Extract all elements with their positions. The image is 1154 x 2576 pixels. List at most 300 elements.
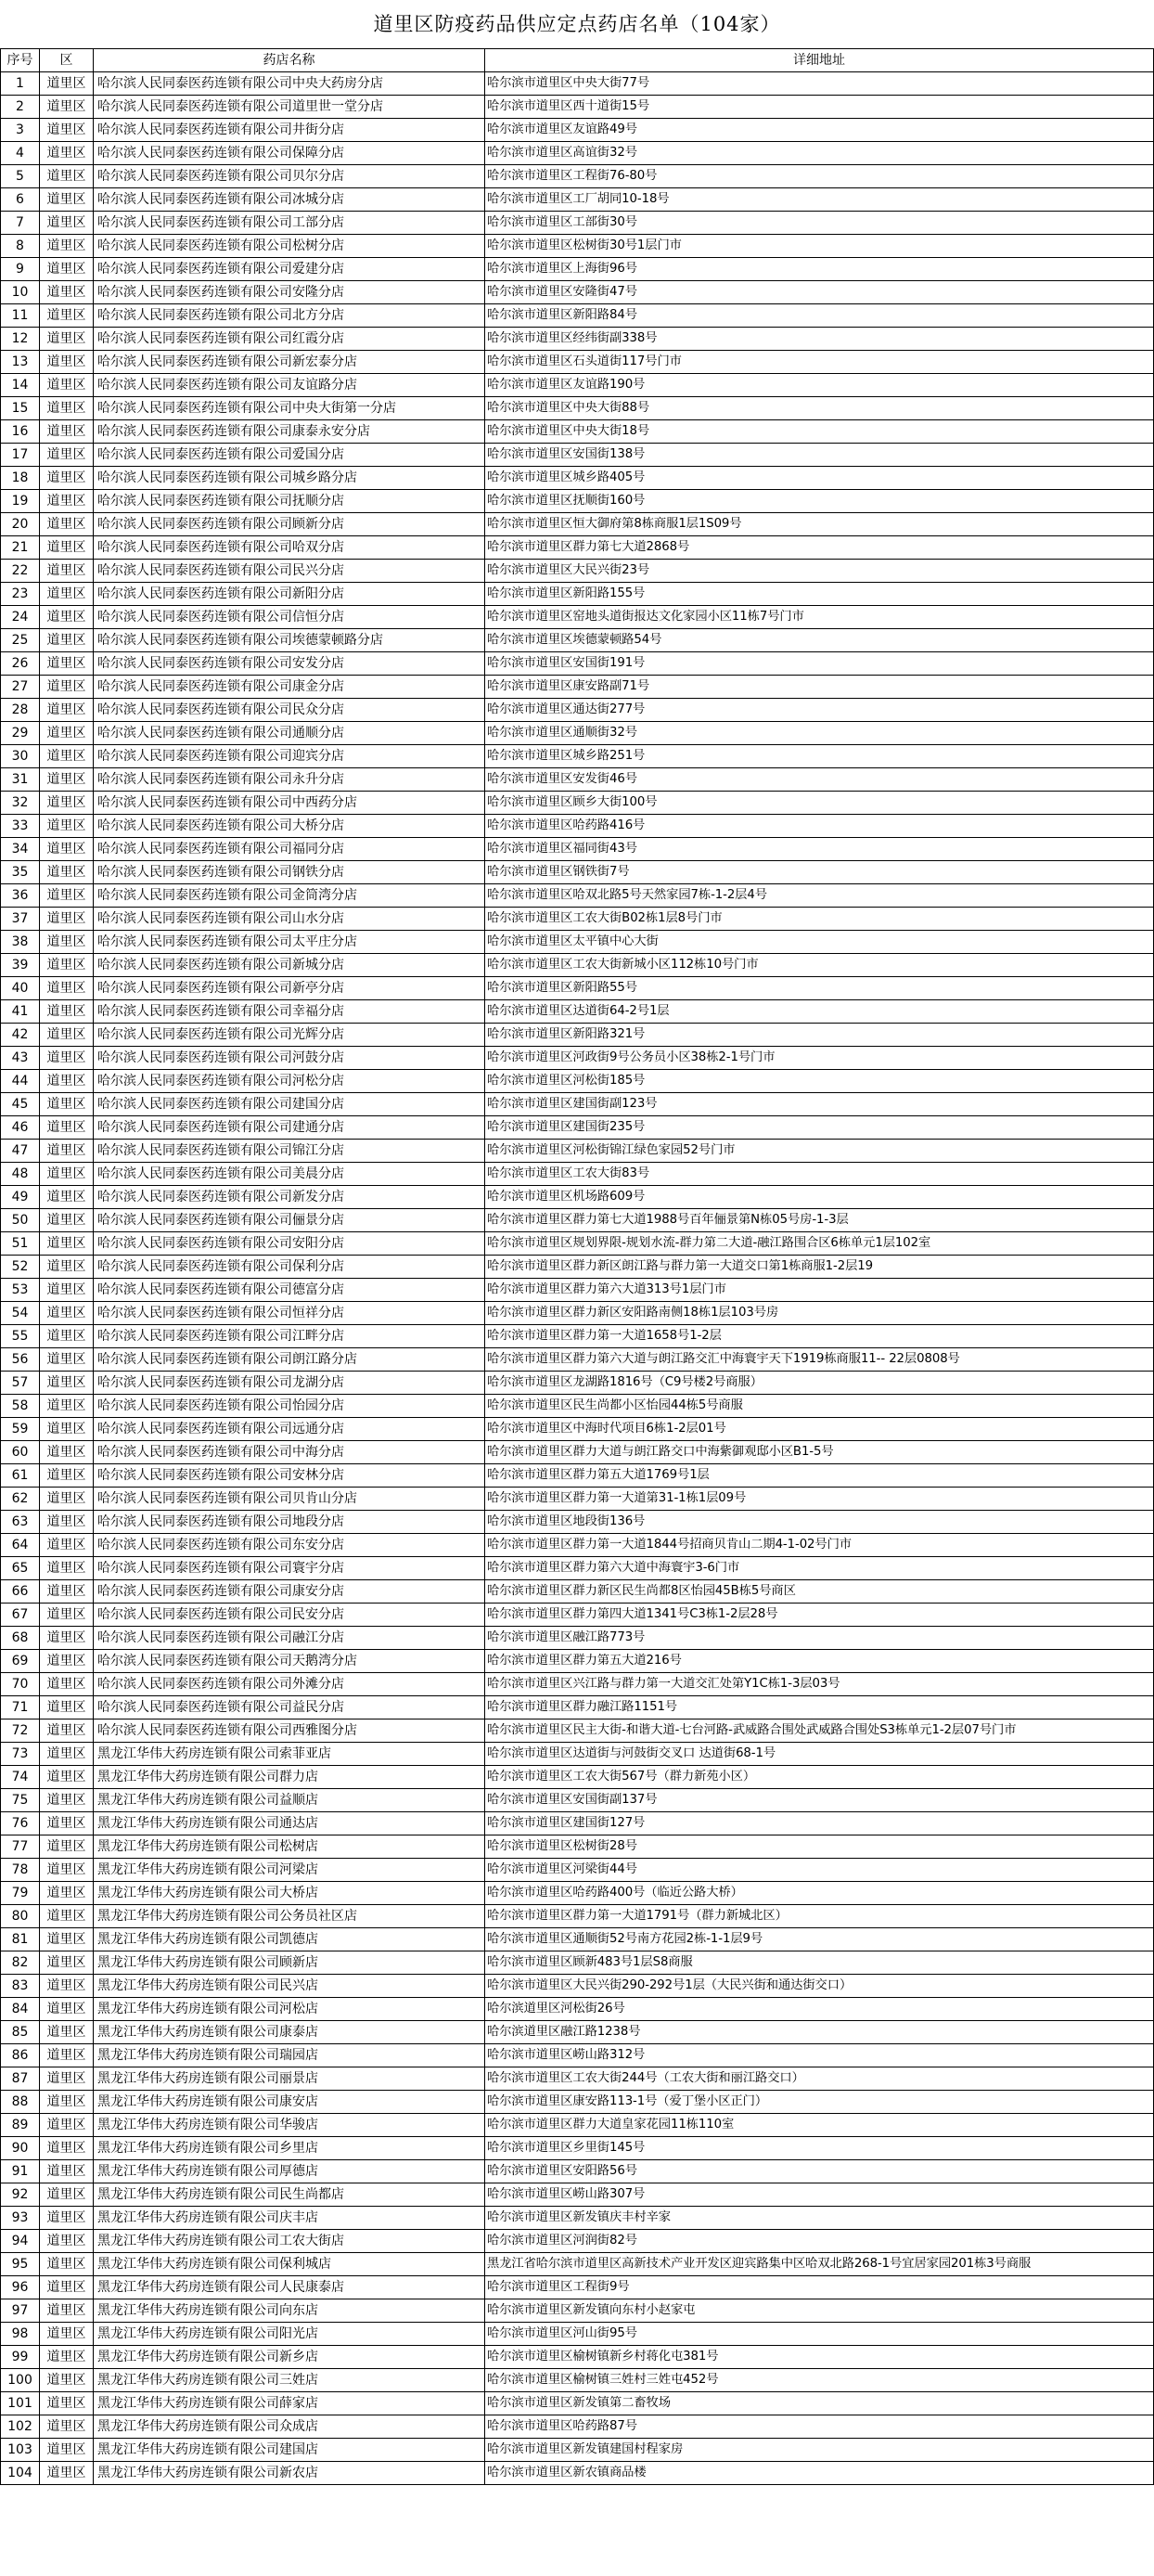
cell-address: 哈尔滨市道里区建国街235号 [485, 1116, 1154, 1140]
cell-no: 52 [1, 1256, 40, 1279]
cell-name: 黑龙江华伟大药房连锁有限公司丽景店 [94, 2067, 485, 2091]
cell-district: 道里区 [40, 908, 94, 931]
table-row [1, 1070, 1154, 1093]
cell-address: 哈尔滨市道里区工厂胡同10-18号 [485, 188, 1154, 212]
cell-address: 哈尔滨市道里区龙湖路1816号（C9号楼2号商服） [485, 1372, 1154, 1395]
cell-district: 道里区 [40, 1696, 94, 1719]
table-row [1, 1928, 1154, 1951]
table-row [1, 536, 1154, 560]
table-row [1, 490, 1154, 513]
cell-name: 哈尔滨人民同泰医药连锁有限公司康泰永安分店 [94, 420, 485, 444]
cell-district: 道里区 [40, 1534, 94, 1557]
cell-name: 哈尔滨人民同泰医药连锁有限公司康金分店 [94, 676, 485, 699]
cell-name: 哈尔滨人民同泰医药连锁有限公司恒祥分店 [94, 1302, 485, 1325]
cell-address: 哈尔滨市道里区民主大街-和谐大道-七台河路-武威路合围处武威路合围处S3栋单元1-2层07号门市 [485, 1719, 1154, 1743]
cell-name: 哈尔滨人民同泰医药连锁有限公司安隆分店 [94, 281, 485, 304]
cell-district: 道里区 [40, 304, 94, 328]
pharmacy-table [0, 48, 1154, 2485]
cell-no: 42 [1, 1024, 40, 1047]
cell-district: 道里区 [40, 1163, 94, 1186]
header-name: 药店名称 [94, 49, 485, 72]
table-row [1, 188, 1154, 212]
cell-no: 91 [1, 2160, 40, 2183]
cell-address: 哈尔滨市道里区群力第七大道1988号百年俪景第N栋05号房-1-3层 [485, 1209, 1154, 1232]
cell-address: 哈尔滨市道里区群力第五大道1769号1层 [485, 1464, 1154, 1488]
table-row [1, 1975, 1154, 1998]
table-row [1, 1302, 1154, 1325]
cell-address: 哈尔滨市道里区机场路609号 [485, 1186, 1154, 1209]
table-row [1, 2276, 1154, 2299]
cell-address: 哈尔滨市道里区河松街锦江绿色家园52号门市 [485, 1140, 1154, 1163]
cell-district: 道里区 [40, 1140, 94, 1163]
table-row [1, 96, 1154, 119]
table-row [1, 1325, 1154, 1348]
cell-no: 104 [1, 2462, 40, 2485]
cell-address: 哈尔滨市道里区安发街46号 [485, 768, 1154, 792]
cell-name: 黑龙江华伟大药房连锁有限公司康泰店 [94, 2021, 485, 2044]
table-row [1, 2462, 1154, 2485]
cell-no: 25 [1, 629, 40, 652]
cell-name: 哈尔滨人民同泰医药连锁有限公司安林分店 [94, 1464, 485, 1488]
cell-no: 70 [1, 1673, 40, 1696]
cell-name: 哈尔滨人民同泰医药连锁有限公司红霞分店 [94, 328, 485, 351]
cell-address: 哈尔滨市道里区群力第六大道与朗江路交汇中海寰宇天下1919栋商服11-- 22层0808号 [485, 1348, 1154, 1372]
cell-address: 哈尔滨市道里区康安路副71号 [485, 676, 1154, 699]
table-row [1, 652, 1154, 676]
cell-name: 哈尔滨人民同泰医药连锁有限公司爱建分店 [94, 258, 485, 281]
cell-no: 1 [1, 72, 40, 96]
cell-address: 哈尔滨市道里区通顺街32号 [485, 722, 1154, 745]
cell-name: 黑龙江华伟大药房连锁有限公司群力店 [94, 1766, 485, 1789]
cell-address: 哈尔滨市道里区石头道街117号门市 [485, 351, 1154, 374]
cell-name: 哈尔滨人民同泰医药连锁有限公司德富分店 [94, 1279, 485, 1302]
table-row [1, 2415, 1154, 2439]
cell-name: 哈尔滨人民同泰医药连锁有限公司友谊路分店 [94, 374, 485, 397]
cell-name: 黑龙江华伟大药房连锁有限公司工农大街店 [94, 2230, 485, 2253]
cell-name: 黑龙江华伟大药房连锁有限公司建国店 [94, 2439, 485, 2462]
cell-name: 黑龙江华伟大药房连锁有限公司庆丰店 [94, 2207, 485, 2230]
cell-district: 道里区 [40, 1859, 94, 1882]
cell-district: 道里区 [40, 1928, 94, 1951]
cell-district: 道里区 [40, 2183, 94, 2207]
cell-name: 哈尔滨人民同泰医药连锁有限公司民兴分店 [94, 560, 485, 583]
cell-address: 哈尔滨市道里区中海时代项目6栋1-2层01号 [485, 1418, 1154, 1441]
table-row [1, 304, 1154, 328]
cell-district: 道里区 [40, 2091, 94, 2114]
cell-name: 黑龙江华伟大药房连锁有限公司民生尚都店 [94, 2183, 485, 2207]
cell-district: 道里区 [40, 629, 94, 652]
cell-district: 道里区 [40, 2207, 94, 2230]
cell-address: 哈尔滨市道里区太平镇中心大街 [485, 931, 1154, 954]
cell-address: 哈尔滨市道里区顾乡大街100号 [485, 792, 1154, 815]
table-row [1, 119, 1154, 142]
table-row [1, 1464, 1154, 1488]
table-row [1, 1604, 1154, 1627]
cell-name: 黑龙江华伟大药房连锁有限公司大桥店 [94, 1882, 485, 1905]
table-row [1, 2439, 1154, 2462]
cell-district: 道里区 [40, 2230, 94, 2253]
cell-district: 道里区 [40, 1186, 94, 1209]
cell-district: 道里区 [40, 467, 94, 490]
table-row [1, 1418, 1154, 1441]
cell-address: 哈尔滨市道里区地段街136号 [485, 1511, 1154, 1534]
cell-address: 哈尔滨市道里区崂山路307号 [485, 2183, 1154, 2207]
cell-address: 哈尔滨市道里区河政街9号公务员小区38栋2-1号门市 [485, 1047, 1154, 1070]
cell-district: 道里区 [40, 1650, 94, 1673]
cell-name: 哈尔滨人民同泰医药连锁有限公司顾新分店 [94, 513, 485, 536]
cell-name: 哈尔滨人民同泰医药连锁有限公司中央大药房分店 [94, 72, 485, 96]
table-row [1, 1488, 1154, 1511]
cell-address: 哈尔滨道里区融江路1238号 [485, 2021, 1154, 2044]
table-row [1, 1395, 1154, 1418]
cell-no: 13 [1, 351, 40, 374]
cell-address: 哈尔滨市道里区新发镇庆丰村辛家 [485, 2207, 1154, 2230]
cell-name: 哈尔滨人民同泰医药连锁有限公司城乡路分店 [94, 467, 485, 490]
cell-district: 道里区 [40, 606, 94, 629]
cell-name: 黑龙江华伟大药房连锁有限公司保利城店 [94, 2253, 485, 2276]
cell-address: 哈尔滨市道里区兴江路与群力第一大道交汇处第Y1C栋1-3层03号 [485, 1673, 1154, 1696]
cell-district: 道里区 [40, 1047, 94, 1070]
cell-address: 哈尔滨市道里区新阳路84号 [485, 304, 1154, 328]
header-district: 区 [40, 49, 94, 72]
cell-address: 哈尔滨市道里区安阳路56号 [485, 2160, 1154, 2183]
cell-no: 34 [1, 838, 40, 861]
table-row [1, 2160, 1154, 2183]
cell-district: 道里区 [40, 1279, 94, 1302]
table-row [1, 1719, 1154, 1743]
cell-district: 道里区 [40, 2137, 94, 2160]
cell-name: 黑龙江华伟大药房连锁有限公司瑞园店 [94, 2044, 485, 2067]
cell-no: 59 [1, 1418, 40, 1441]
cell-name: 黑龙江华伟大药房连锁有限公司人民康泰店 [94, 2276, 485, 2299]
cell-district: 道里区 [40, 792, 94, 815]
cell-address: 哈尔滨市道里区群力第六大道313号1层门市 [485, 1279, 1154, 1302]
cell-no: 51 [1, 1232, 40, 1256]
cell-district: 道里区 [40, 1488, 94, 1511]
header-row [1, 49, 1154, 72]
table-row [1, 1650, 1154, 1673]
cell-district: 道里区 [40, 1580, 94, 1604]
cell-no: 101 [1, 2392, 40, 2415]
cell-no: 78 [1, 1859, 40, 1882]
cell-no: 30 [1, 745, 40, 768]
cell-district: 道里区 [40, 1627, 94, 1650]
table-row [1, 2230, 1154, 2253]
cell-name: 哈尔滨人民同泰医药连锁有限公司迎宾分店 [94, 745, 485, 768]
page-title: 道里区防疫药品供应定点药店名单（104家） [373, 13, 781, 35]
table-row [1, 792, 1154, 815]
cell-district: 道里区 [40, 1998, 94, 2021]
cell-address: 哈尔滨市道里区上海街96号 [485, 258, 1154, 281]
table-row [1, 2253, 1154, 2276]
cell-no: 44 [1, 1070, 40, 1093]
cell-district: 道里区 [40, 1209, 94, 1232]
table-row [1, 1163, 1154, 1186]
cell-name: 哈尔滨人民同泰医药连锁有限公司福同分店 [94, 838, 485, 861]
cell-name: 黑龙江华伟大药房连锁有限公司三姓店 [94, 2369, 485, 2392]
cell-no: 98 [1, 2323, 40, 2346]
table-row [1, 1093, 1154, 1116]
cell-district: 道里区 [40, 1325, 94, 1348]
cell-name: 哈尔滨人民同泰医药连锁有限公司康安分店 [94, 1580, 485, 1604]
cell-name: 哈尔滨人民同泰医药连锁有限公司光辉分店 [94, 1024, 485, 1047]
table-row [1, 1047, 1154, 1070]
cell-name: 哈尔滨人民同泰医药连锁有限公司保障分店 [94, 142, 485, 165]
cell-district: 道里区 [40, 1951, 94, 1975]
cell-name: 哈尔滨人民同泰医药连锁有限公司美晨分店 [94, 1163, 485, 1186]
cell-address: 哈尔滨市道里区工农大街B02栋1层8号门市 [485, 908, 1154, 931]
cell-district: 道里区 [40, 513, 94, 536]
table-row [1, 560, 1154, 583]
cell-district: 道里区 [40, 2276, 94, 2299]
cell-address: 哈尔滨市道里区融江路773号 [485, 1627, 1154, 1650]
cell-district: 道里区 [40, 583, 94, 606]
cell-district: 道里区 [40, 1418, 94, 1441]
cell-name: 哈尔滨人民同泰医药连锁有限公司朗江路分店 [94, 1348, 485, 1372]
cell-address: 哈尔滨市道里区建国街副123号 [485, 1093, 1154, 1116]
cell-address: 哈尔滨市道里区康安路113-1号（爱丁堡小区正门） [485, 2091, 1154, 2114]
cell-name: 哈尔滨人民同泰医药连锁有限公司西雅图分店 [94, 1719, 485, 1743]
cell-name: 哈尔滨人民同泰医药连锁有限公司中西药分店 [94, 792, 485, 815]
cell-district: 道里区 [40, 281, 94, 304]
table-row [1, 1372, 1154, 1395]
cell-name: 黑龙江华伟大药房连锁有限公司松树店 [94, 1835, 485, 1859]
cell-name: 哈尔滨人民同泰医药连锁有限公司金筒湾分店 [94, 884, 485, 908]
cell-address: 哈尔滨市道里区松树街30号1层门市 [485, 235, 1154, 258]
cell-no: 72 [1, 1719, 40, 1743]
cell-name: 黑龙江华伟大药房连锁有限公司索菲亚店 [94, 1743, 485, 1766]
cell-district: 道里区 [40, 328, 94, 351]
cell-district: 道里区 [40, 768, 94, 792]
cell-no: 20 [1, 513, 40, 536]
cell-name: 哈尔滨人民同泰医药连锁有限公司山水分店 [94, 908, 485, 931]
cell-no: 43 [1, 1047, 40, 1070]
cell-district: 道里区 [40, 1093, 94, 1116]
cell-name: 黑龙江华伟大药房连锁有限公司厚德店 [94, 2160, 485, 2183]
table-row [1, 861, 1154, 884]
table-row [1, 1998, 1154, 2021]
cell-name: 黑龙江华伟大药房连锁有限公司向东店 [94, 2299, 485, 2323]
cell-name: 黑龙江华伟大药房连锁有限公司益顺店 [94, 1789, 485, 1812]
cell-address: 哈尔滨市道里区哈药路87号 [485, 2415, 1154, 2439]
cell-district: 道里区 [40, 212, 94, 235]
table-row [1, 2207, 1154, 2230]
table-row [1, 699, 1154, 722]
cell-district: 道里区 [40, 444, 94, 467]
cell-address: 哈尔滨市道里区安国街191号 [485, 652, 1154, 676]
cell-no: 35 [1, 861, 40, 884]
table-row [1, 745, 1154, 768]
cell-address: 哈尔滨市道里区中央大街18号 [485, 420, 1154, 444]
cell-district: 道里区 [40, 96, 94, 119]
cell-no: 61 [1, 1464, 40, 1488]
cell-no: 45 [1, 1093, 40, 1116]
cell-address: 哈尔滨市道里区崂山路312号 [485, 2044, 1154, 2067]
cell-no: 86 [1, 2044, 40, 2067]
table-row [1, 1859, 1154, 1882]
cell-no: 60 [1, 1441, 40, 1464]
cell-name: 哈尔滨人民同泰医药连锁有限公司益民分店 [94, 1696, 485, 1719]
cell-no: 31 [1, 768, 40, 792]
cell-name: 哈尔滨人民同泰医药连锁有限公司大桥分店 [94, 815, 485, 838]
cell-no: 8 [1, 235, 40, 258]
cell-no: 80 [1, 1905, 40, 1928]
cell-name: 哈尔滨人民同泰医药连锁有限公司河松分店 [94, 1070, 485, 1093]
cell-name: 哈尔滨人民同泰医药连锁有限公司民安分店 [94, 1604, 485, 1627]
cell-no: 28 [1, 699, 40, 722]
table-row [1, 467, 1154, 490]
cell-district: 道里区 [40, 536, 94, 560]
cell-name: 哈尔滨人民同泰医药连锁有限公司新城分店 [94, 954, 485, 977]
cell-district: 道里区 [40, 722, 94, 745]
table-row [1, 1882, 1154, 1905]
cell-district: 道里区 [40, 838, 94, 861]
cell-district: 道里区 [40, 884, 94, 908]
cell-no: 10 [1, 281, 40, 304]
table-row [1, 1441, 1154, 1464]
cell-name: 哈尔滨人民同泰医药连锁有限公司工部分店 [94, 212, 485, 235]
cell-no: 88 [1, 2091, 40, 2114]
cell-district: 道里区 [40, 1070, 94, 1093]
cell-name: 哈尔滨人民同泰医药连锁有限公司新发分店 [94, 1186, 485, 1209]
cell-address: 哈尔滨市道里区群力第一大道第31-1栋1层09号 [485, 1488, 1154, 1511]
table-row [1, 1534, 1154, 1557]
table-row [1, 629, 1154, 652]
table-row [1, 328, 1154, 351]
table-row [1, 513, 1154, 536]
table-row [1, 1116, 1154, 1140]
table-row [1, 2044, 1154, 2067]
table-row [1, 1673, 1154, 1696]
cell-name: 哈尔滨人民同泰医药连锁有限公司东安分店 [94, 1534, 485, 1557]
cell-name: 哈尔滨人民同泰医药连锁有限公司井街分店 [94, 119, 485, 142]
cell-address: 哈尔滨市道里区窑地头道街报达文化家园小区11栋7号门市 [485, 606, 1154, 629]
table-row [1, 1279, 1154, 1302]
cell-district: 道里区 [40, 2253, 94, 2276]
cell-name: 黑龙江华伟大药房连锁有限公司河梁店 [94, 1859, 485, 1882]
table-row [1, 2392, 1154, 2415]
table-row [1, 2067, 1154, 2091]
cell-address: 哈尔滨市道里区工农大街83号 [485, 1163, 1154, 1186]
cell-district: 道里区 [40, 165, 94, 188]
cell-no: 66 [1, 1580, 40, 1604]
cell-no: 33 [1, 815, 40, 838]
cell-no: 83 [1, 1975, 40, 1998]
cell-address: 哈尔滨市道里区河润街82号 [485, 2230, 1154, 2253]
cell-no: 14 [1, 374, 40, 397]
cell-no: 76 [1, 1812, 40, 1835]
cell-name: 哈尔滨人民同泰医药连锁有限公司新亭分店 [94, 977, 485, 1000]
cell-district: 道里区 [40, 1395, 94, 1418]
cell-no: 27 [1, 676, 40, 699]
cell-no: 21 [1, 536, 40, 560]
cell-district: 道里区 [40, 1557, 94, 1580]
cell-name: 哈尔滨人民同泰医药连锁有限公司太平庄分店 [94, 931, 485, 954]
cell-name: 哈尔滨人民同泰医药连锁有限公司融江分店 [94, 1627, 485, 1650]
table-row [1, 1812, 1154, 1835]
cell-district: 道里区 [40, 954, 94, 977]
cell-address: 哈尔滨市道里区群力新区民生尚都8区怡园45B栋5号商区 [485, 1580, 1154, 1604]
cell-district: 道里区 [40, 235, 94, 258]
table-row [1, 606, 1154, 629]
cell-no: 97 [1, 2299, 40, 2323]
table-row [1, 165, 1154, 188]
cell-district: 道里区 [40, 560, 94, 583]
cell-name: 黑龙江华伟大药房连锁有限公司河松店 [94, 1998, 485, 2021]
cell-name: 哈尔滨人民同泰医药连锁有限公司江畔分店 [94, 1325, 485, 1348]
cell-district: 道里区 [40, 1766, 94, 1789]
cell-address: 哈尔滨市道里区钢铁街7号 [485, 861, 1154, 884]
cell-no: 90 [1, 2137, 40, 2160]
cell-address: 哈尔滨市道里区河梁街44号 [485, 1859, 1154, 1882]
table-row [1, 212, 1154, 235]
cell-address: 哈尔滨道里区河松街26号 [485, 1998, 1154, 2021]
cell-name: 哈尔滨人民同泰医药连锁有限公司信恒分店 [94, 606, 485, 629]
cell-address: 哈尔滨市道里区大民兴街23号 [485, 560, 1154, 583]
cell-address: 哈尔滨市道里区建国街127号 [485, 1812, 1154, 1835]
cell-no: 75 [1, 1789, 40, 1812]
cell-name: 哈尔滨人民同泰医药连锁有限公司冰城分店 [94, 188, 485, 212]
cell-address: 哈尔滨市道里区新发镇向东村小赵家屯 [485, 2299, 1154, 2323]
table-body [1, 72, 1154, 2485]
cell-name: 黑龙江华伟大药房连锁有限公司通达店 [94, 1812, 485, 1835]
cell-name: 哈尔滨人民同泰医药连锁有限公司保利分店 [94, 1256, 485, 1279]
cell-district: 道里区 [40, 72, 94, 96]
cell-district: 道里区 [40, 374, 94, 397]
cell-address: 哈尔滨市道里区工程街76-80号 [485, 165, 1154, 188]
cell-no: 100 [1, 2369, 40, 2392]
cell-name: 黑龙江华伟大药房连锁有限公司顾新店 [94, 1951, 485, 1975]
cell-district: 道里区 [40, 1348, 94, 1372]
cell-district: 道里区 [40, 2299, 94, 2323]
cell-name: 黑龙江华伟大药房连锁有限公司康安店 [94, 2091, 485, 2114]
cell-no: 46 [1, 1116, 40, 1140]
table-row [1, 908, 1154, 931]
cell-address: 哈尔滨市道里区哈双北路5号天然家园7栋-1-2层4号 [485, 884, 1154, 908]
table-row [1, 1511, 1154, 1534]
cell-no: 36 [1, 884, 40, 908]
cell-name: 哈尔滨人民同泰医药连锁有限公司新阳分店 [94, 583, 485, 606]
cell-no: 67 [1, 1604, 40, 1627]
cell-district: 道里区 [40, 1024, 94, 1047]
cell-district: 道里区 [40, 652, 94, 676]
table-row [1, 397, 1154, 420]
cell-district: 道里区 [40, 1511, 94, 1534]
cell-district: 道里区 [40, 1812, 94, 1835]
table-row [1, 374, 1154, 397]
table-row [1, 954, 1154, 977]
cell-name: 哈尔滨人民同泰医药连锁有限公司埃德蒙顿路分店 [94, 629, 485, 652]
table-row [1, 235, 1154, 258]
cell-address: 哈尔滨市道里区群力第七大道2868号 [485, 536, 1154, 560]
cell-district: 道里区 [40, 1835, 94, 1859]
cell-no: 69 [1, 1650, 40, 1673]
cell-no: 99 [1, 2346, 40, 2369]
cell-name: 哈尔滨人民同泰医药连锁有限公司地段分店 [94, 1511, 485, 1534]
cell-district: 道里区 [40, 2160, 94, 2183]
cell-district: 道里区 [40, 2067, 94, 2091]
cell-district: 道里区 [40, 1232, 94, 1256]
cell-name: 哈尔滨人民同泰医药连锁有限公司哈双分店 [94, 536, 485, 560]
cell-name: 哈尔滨人民同泰医药连锁有限公司龙湖分店 [94, 1372, 485, 1395]
cell-no: 19 [1, 490, 40, 513]
cell-no: 103 [1, 2439, 40, 2462]
cell-no: 102 [1, 2415, 40, 2439]
cell-address: 哈尔滨市道里区福同街43号 [485, 838, 1154, 861]
cell-no: 9 [1, 258, 40, 281]
cell-address: 哈尔滨市道里区中央大街88号 [485, 397, 1154, 420]
table-row [1, 676, 1154, 699]
